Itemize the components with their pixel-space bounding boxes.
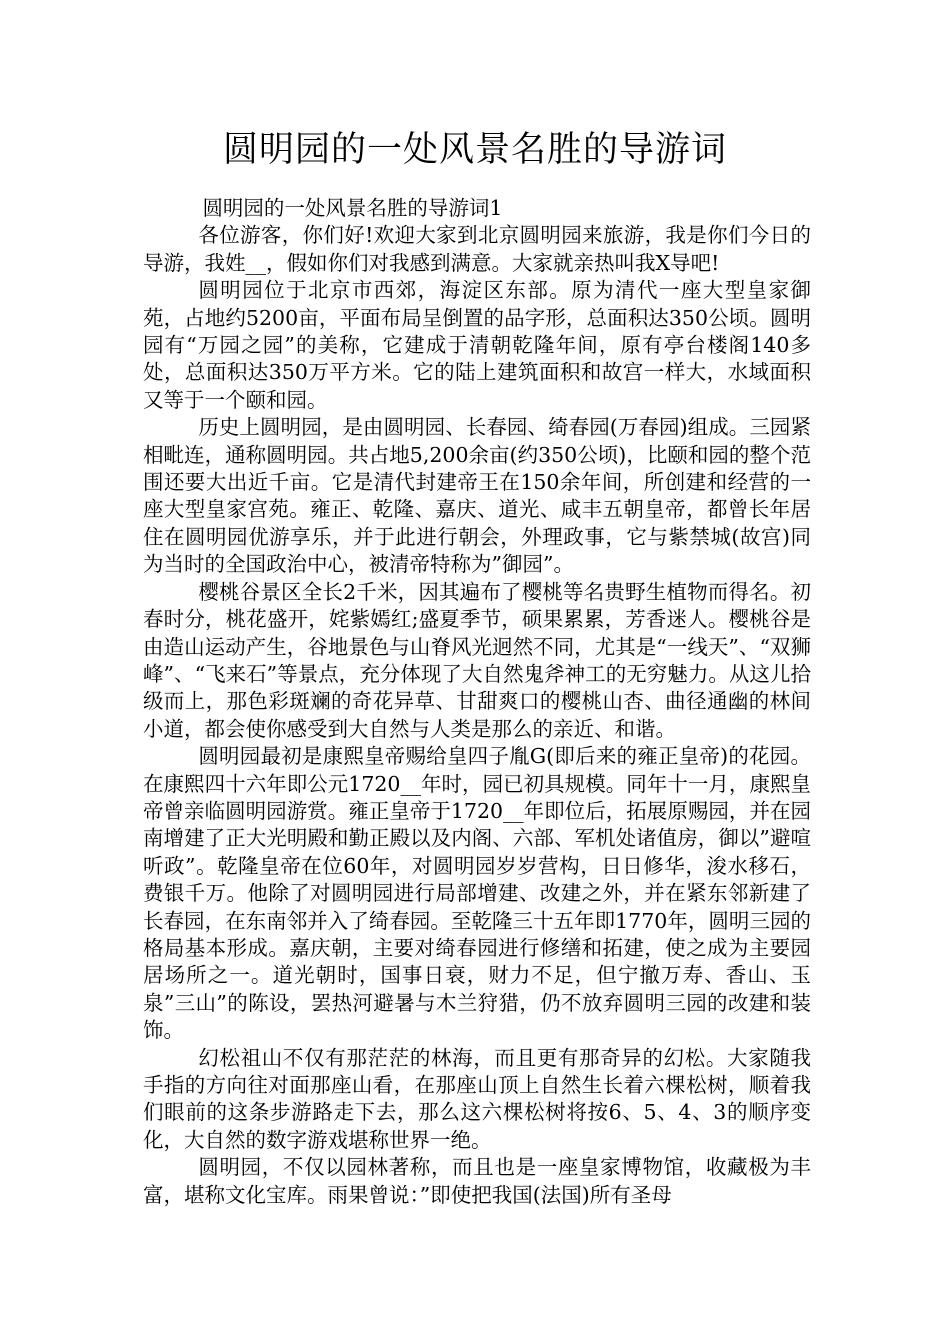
document-body [143, 195, 811, 1209]
paragraph-greeting: 各位游客，你们好!欢迎大家到北京圆明园来旅游，我是你们今日的导游，我姓__，假如你们对我感到满意。大家就亲热叫我X导吧! [143, 223, 811, 275]
section-subheading: 圆明园的一处风景名胜的导游词1 [202, 196, 503, 220]
paragraph-origins: 圆明园最初是康熙皇帝赐给皇四子胤G(即后来的雍正皇帝)的花园。在康熙四十六年即公元1720__年时，园已初具规模。同年十一月，康熙皇帝曾亲临圆明园游赏。雍正皇帝于1720__年即位后，拓展原赐园，并在园南增建了正大光明殿和勤正殿以及内阁、六部、军机处诸值房，御以”避喧听政”。乾隆皇帝在位60年，对圆明园岁岁营构，日日修华，浚水移石，费银千万。他除了对圆明园进行局部增建、改建之外，并在紧东邻新建了长春园，在东南邻并入了绮春园。至乾隆三十五年即1770年，圆明三园的格局基本形成。嘉庆朝，主要对绮春园进行修缮和拓建，使之成为主要园居场所之一。道光朝时，国事日衰，财力不足，但宁撤万寿、香山、玉泉”三山”的陈设，罢热河避暑与木兰狩猎，仍不放弃圆明三园的改建和装饰。 [143, 744, 811, 1043]
paragraph-location: 圆明园位于北京市西郊，海淀区东部。原为清代一座大型皇家御苑，占地约5200亩，平面布局呈倒置的品字形，总面积达350公顷。圆明园有“万园之园”的美称，它建成于清朝乾隆年间，原有亭台楼阁140多处，总面积达350万平方米。它的陆上建筑面积和故宫一样大，水域面积又等于一个颐和园。 [143, 278, 811, 412]
paragraph-pine-trees: 幻松祖山不仅有那茫茫的林海，而且更有那奇异的幻松。大家随我手指的方向往对面那座山看，在那座山顶上自然生长着六棵松树，顺着我们眼前的这条步游路走下去，那么这六棵松树将按6、5、4、3的顺序变化，大自然的数字游戏堪称世界一绝。 [143, 1045, 811, 1152]
paragraph-history: 历史上圆明园，是由圆明园、长春园、绮春园(万春园)组成。三园紧相毗连，通称圆明园。共占地5,200余亩(约350公顷)，比颐和园的整个范围还要大出近千亩。它是清代封建帝王在150余年间，所创建和经营的一座大型皇家宫苑。雍正、乾隆、嘉庆、道光、咸丰五朝皇帝，都曾长年居住在圆明园优游享乐，并于此进行朝会，外理政事，它与紫禁城(故宫)同为当时的全国政治中心，被清帝特称为”御园”。 [143, 415, 811, 577]
paragraph-museum: 圆明园，不仅以园林著称，而且也是一座皇家博物馆，收藏极为丰富，堪称文化宝库。雨果曾说：”即使把我国(法国)所有圣母 [143, 1155, 811, 1207]
document-title: 圆明园的一处风景名胜的导游词 [222, 130, 727, 170]
paragraph-cherry-valley: 樱桃谷景区全长2千米，因其遍布了樱桃等名贵野生植物而得名。初春时分，桃花盛开，姹紫嫣红;盛夏季节，硕果累累，芳香迷人。樱桃谷是由造山运动产生，谷地景色与山脊风光迥然不同，尤其是“一线天”、“双狮峰”、“飞来石”等景点，充分体现了大自然鬼斧神工的无穷魅力。从这儿拾级而上，那色彩斑斓的奇花异草、甘甜爽口的樱桃山杏、曲径通幽的林间小道，都会使你感受到大自然与人类是那么的亲近、和谐。 [143, 579, 811, 741]
